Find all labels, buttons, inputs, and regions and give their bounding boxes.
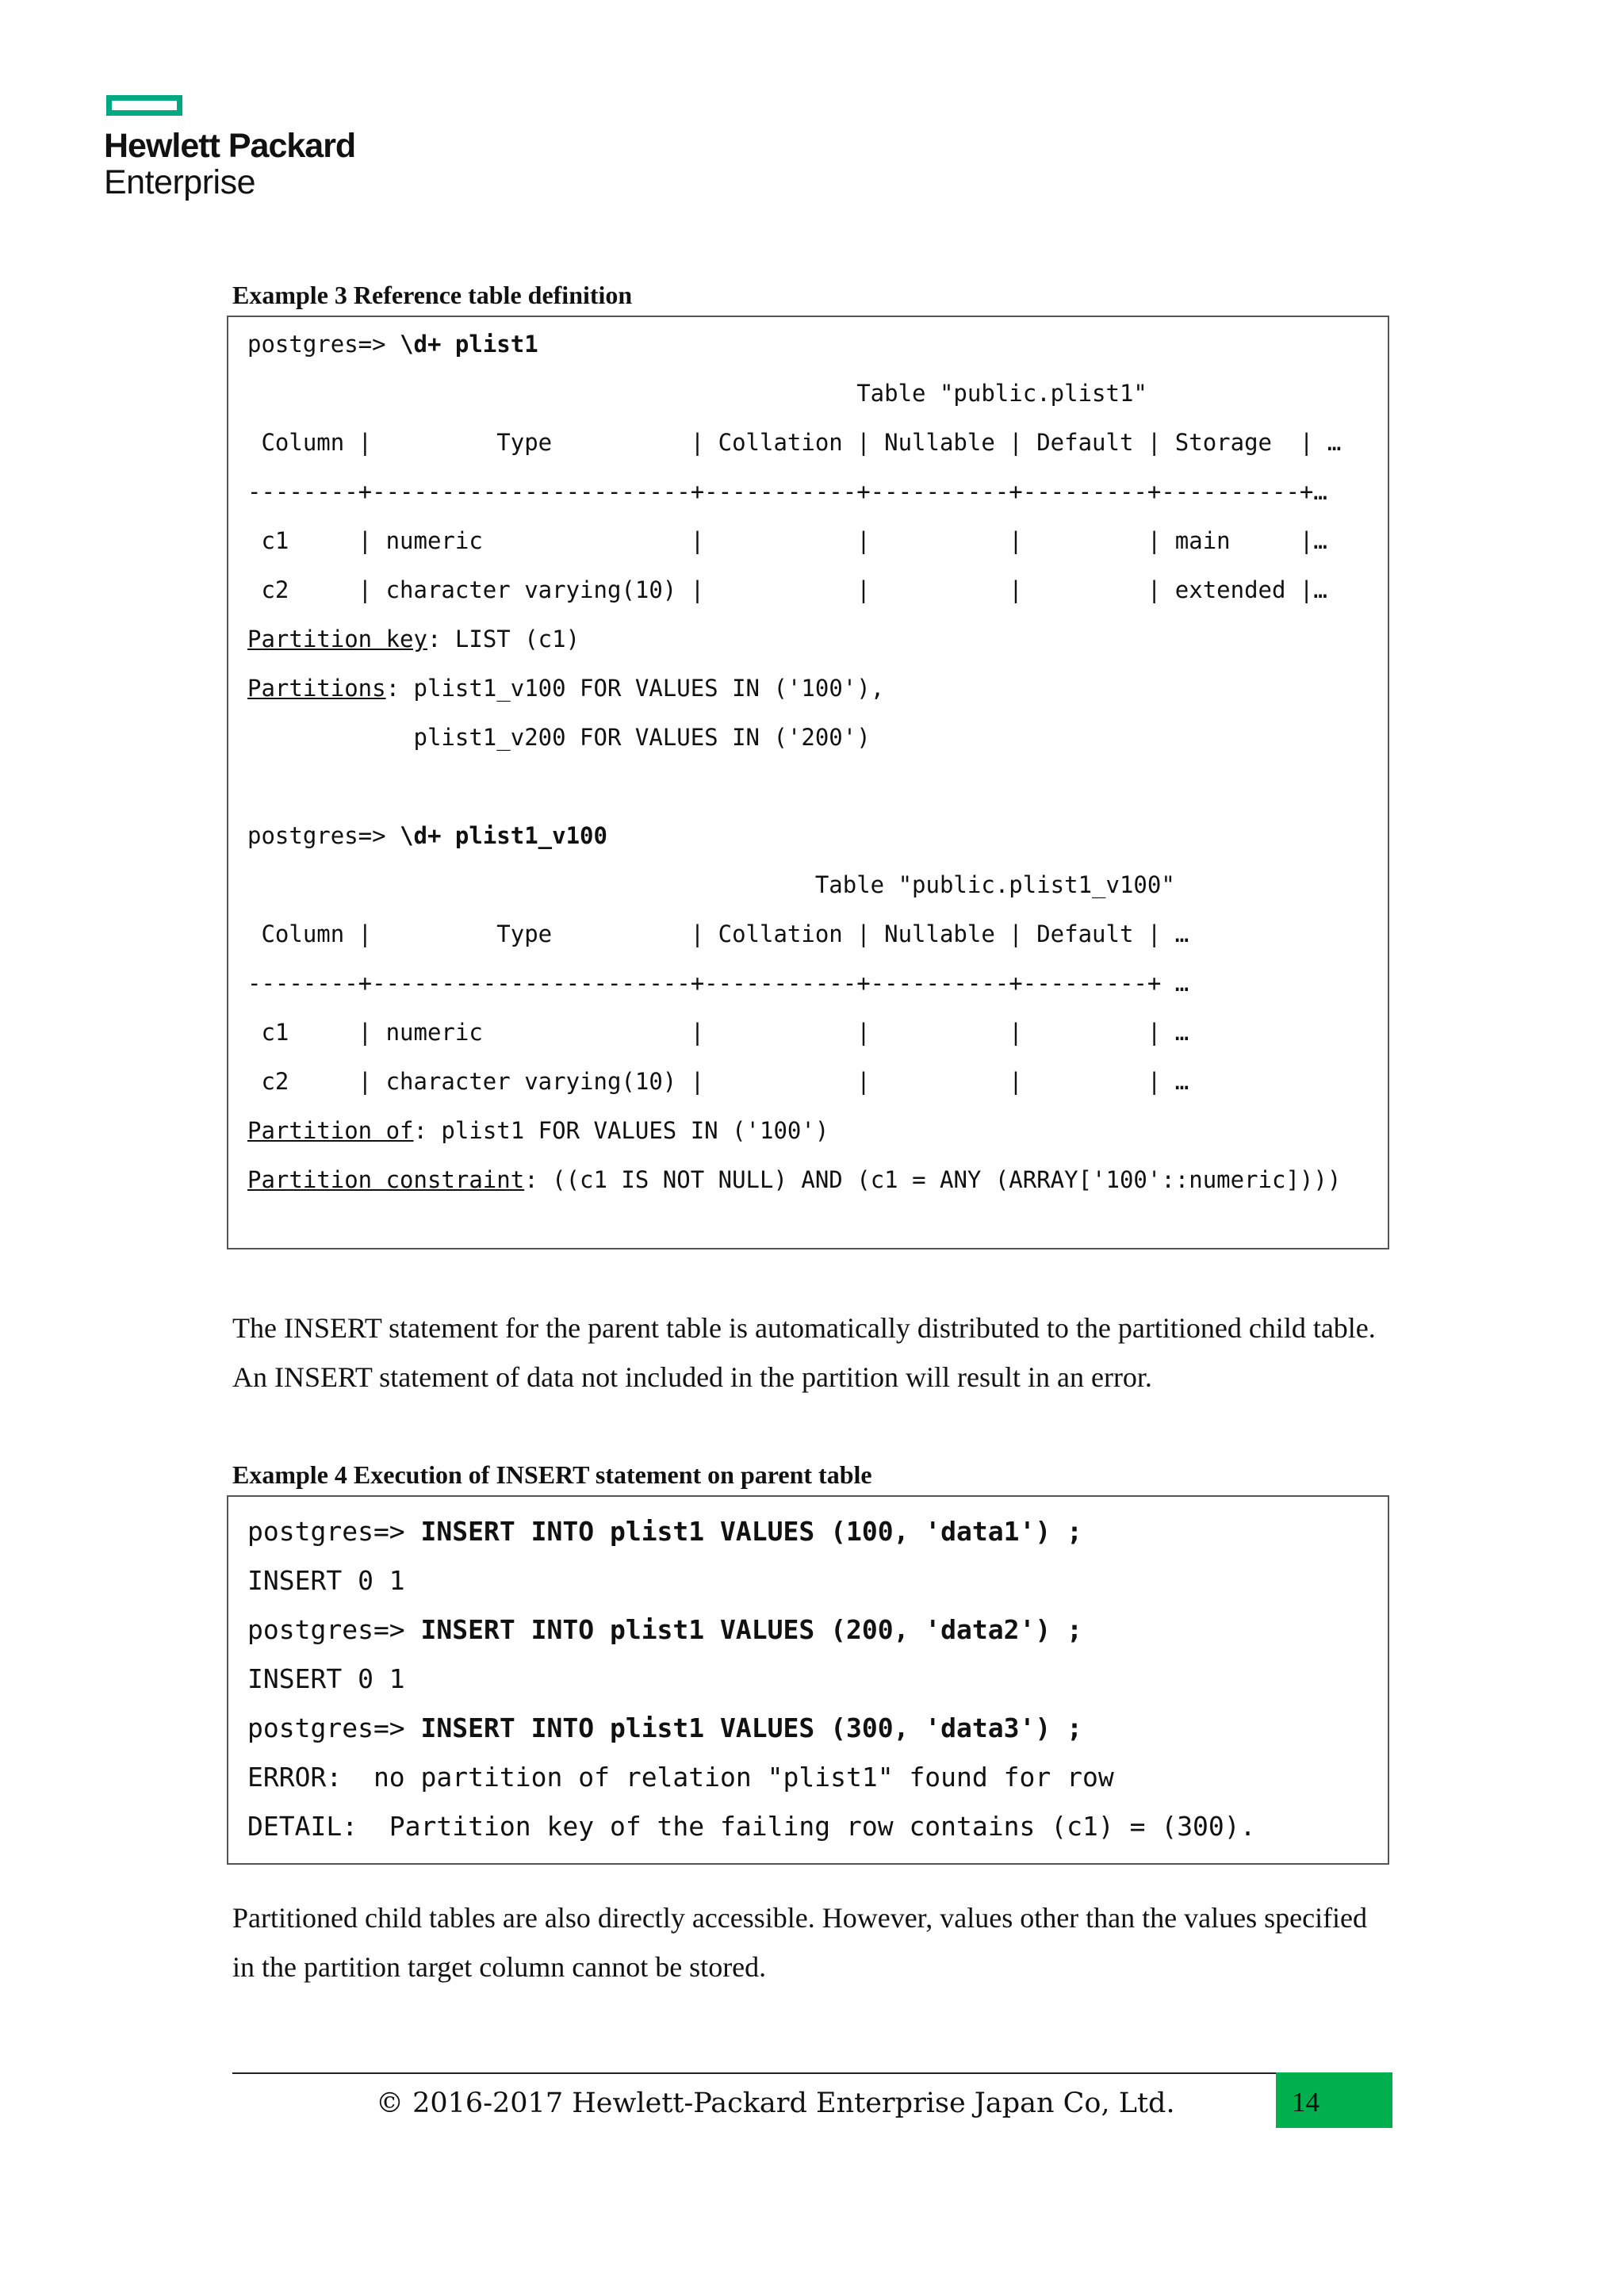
code-line [247,328,538,360]
code-command: INSERT INTO plist1 VALUES (100, 'data1') ; [420,1516,1082,1547]
code-text: INSERT 0 1 [247,1565,405,1596]
paragraph2-line1: Partitioned child tables are also directly accessible. However, values other than the values specified [232,1902,1368,1934]
code-line [247,377,1147,409]
code-keyword-underlined: Partition constraint [247,1166,525,1193]
paragraph2-line2: in the partition target column cannot be stored. [232,1951,767,1983]
code-text: Table "public.plist1" [247,380,1147,407]
code-line [247,623,580,655]
code-text: plist1_v200 FOR VALUES IN ('200') [247,724,871,751]
code-text: INSERT 0 1 [247,1663,405,1694]
code-command: INSERT INTO plist1 VALUES (300, 'data3') ; [420,1712,1082,1743]
footer-divider [232,2072,1392,2074]
code-command: INSERT INTO plist1 VALUES (200, 'data2') ; [420,1614,1082,1645]
example4-caption: Example 4 Execution of INSERT statement on parent table [232,1460,872,1489]
code-line [247,820,607,851]
code-line [247,1711,1082,1746]
code-text: ERROR: no partition of relation "plist1" found for row [247,1762,1114,1793]
code-line [247,721,871,753]
code-text: : ((c1 IS NOT NULL) AND (c1 = ANY (ARRAY['100'::numeric]))) [524,1166,1342,1193]
code-text: Column | Type | Collation | Nullable | Default | Storage | … [247,429,1342,456]
code-line [247,427,1341,458]
code-line [247,1760,1114,1795]
code-text: --------+-----------------------+-----------+----------+---------+----------+… [247,478,1327,505]
code-line [247,1066,1189,1097]
code-command: \d+ plist1 [400,331,538,358]
code-line [247,869,1175,901]
code-keyword-underlined: Partition key [247,626,427,652]
code-line [247,1563,405,1598]
code-command: \d+ plist1_v100 [400,822,607,849]
page-number: 14 [1292,2087,1320,2118]
code-keyword-underlined: Partition of [247,1117,414,1144]
code-line [247,1115,829,1146]
code-line [247,574,1327,606]
code-text: postgres=> [247,822,400,849]
code-text: c2 | character varying(10) | | | | … [247,1068,1189,1095]
logo-wordmark-line2: Enterprise [104,163,255,201]
example4-code-block [227,1495,1389,1865]
code-text: --------+-----------------------+-----------+----------+---------+ … [247,970,1189,997]
code-line [247,1514,1082,1549]
code-text: DETAIL: Partition key of the failing row contains (c1) = (300). [247,1811,1256,1842]
code-text: Column | Type | Collation | Nullable | Default | … [247,920,1189,947]
logo-wordmark-line1: Hewlett Packard [104,127,356,165]
paragraph1-line1: The INSERT statement for the parent table is automatically distributed to the partitioned child table. [232,1312,1376,1344]
paragraph1-line2: An INSERT statement of data not included in the partition will result in an error. [232,1361,1152,1393]
example3-caption: Example 3 Reference table definition [232,281,633,309]
code-text: postgres=> [247,1516,421,1547]
code-line [247,1164,1341,1196]
code-line [247,1016,1189,1048]
code-text: : plist1_v100 FOR VALUES IN ('100'), [385,675,885,702]
code-text: : plist1 FOR VALUES IN ('100') [413,1117,829,1144]
code-line [247,1613,1082,1647]
code-text: c2 | character varying(10) | | | | extended |… [247,576,1327,603]
code-text: c1 | numeric | | | | main |… [247,527,1327,554]
code-line [247,918,1189,950]
hpe-logo-mark [106,95,182,116]
code-line [247,1809,1256,1844]
code-keyword-underlined: Partitions [247,675,386,702]
code-text: : LIST (c1) [427,626,580,652]
code-text: c1 | numeric | | | | … [247,1019,1189,1046]
code-line [247,476,1327,507]
code-text: Table "public.plist1_v100" [247,871,1175,898]
footer-copyright: © 2016-2017 Hewlett-Packard Enterprise Japan Co, Ltd. [376,2087,1175,2119]
example3-code-block [227,316,1389,1249]
code-line [247,1662,405,1697]
code-text: postgres=> [247,1712,421,1743]
code-text: postgres=> [247,1614,421,1645]
code-text: postgres=> [247,331,400,358]
code-line [247,525,1327,557]
code-line [247,672,884,704]
code-line [247,967,1189,999]
